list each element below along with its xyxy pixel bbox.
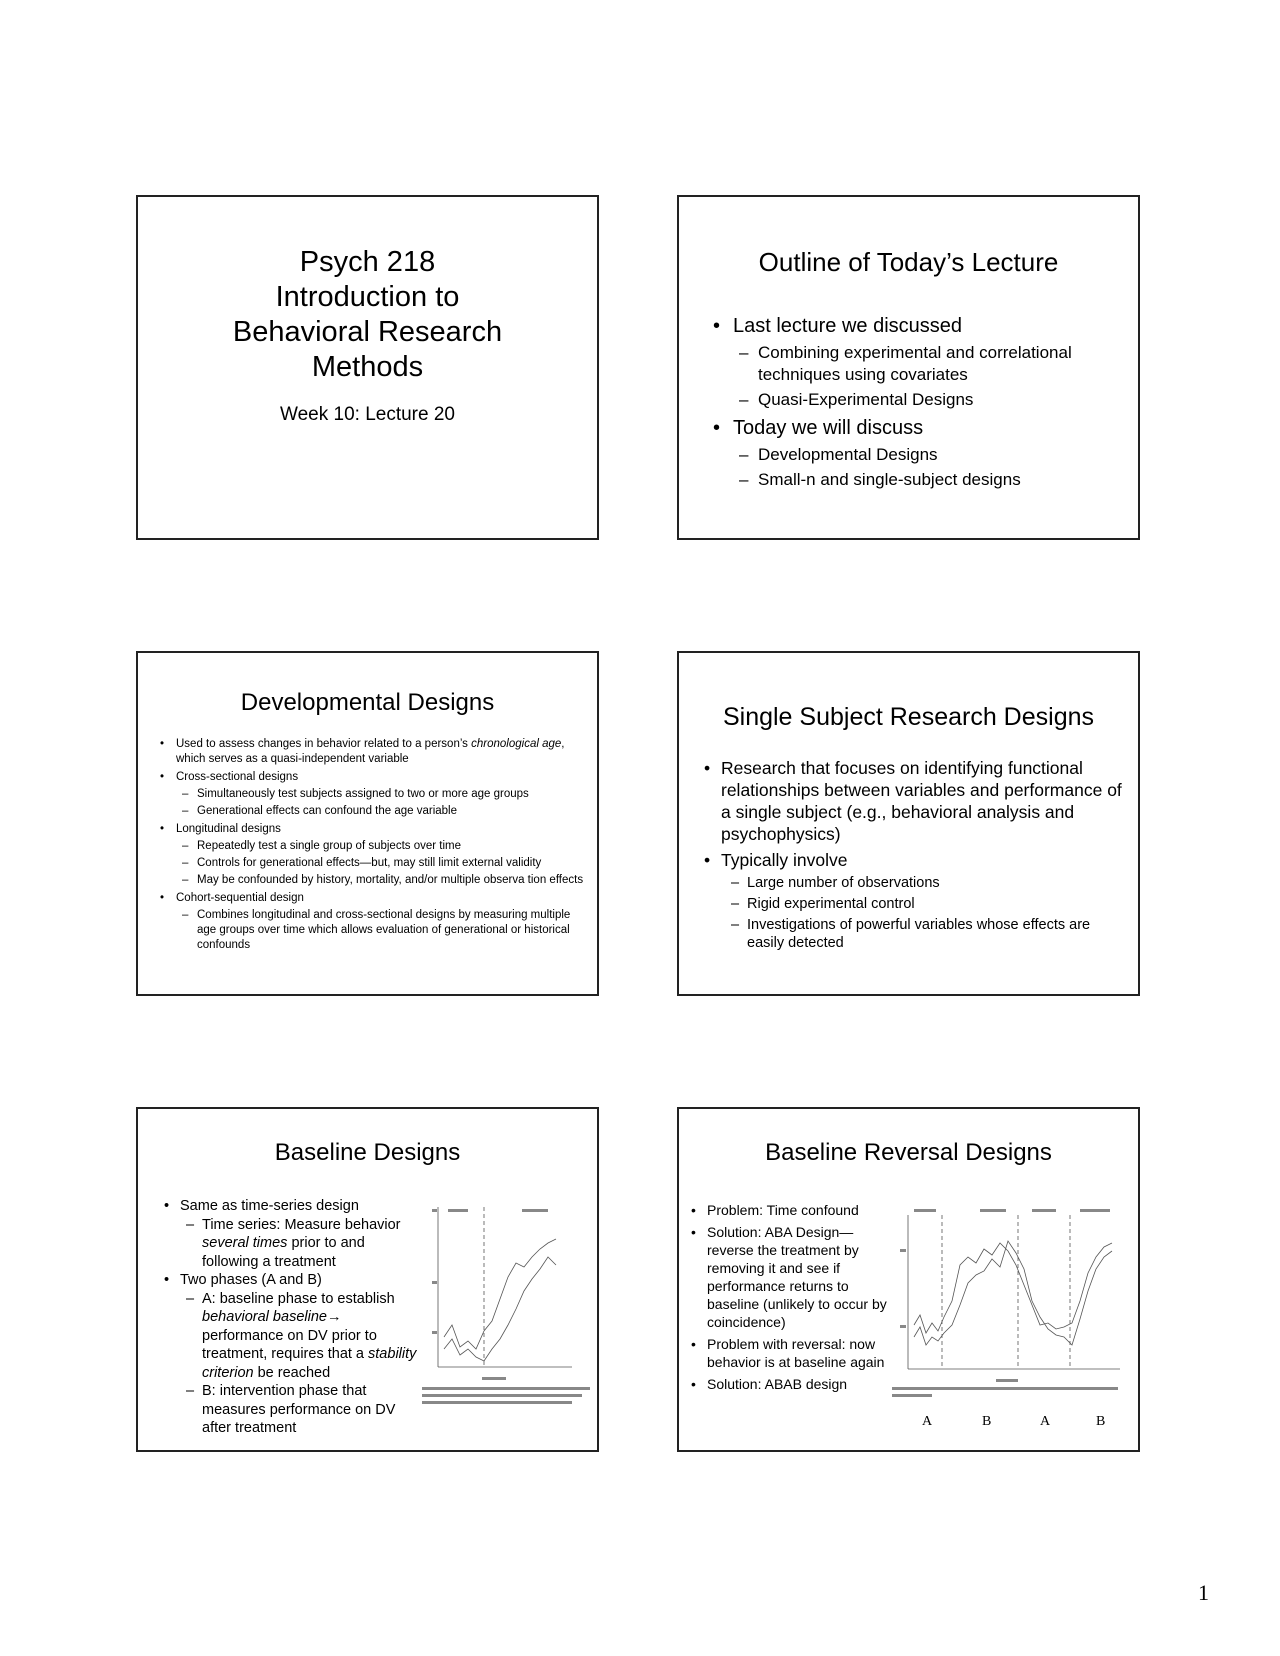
sub-bullet-item — [160, 1290, 418, 1383]
slide-baseline-designs — [136, 1107, 599, 1452]
bullet-list — [709, 309, 1118, 491]
bullet-list — [160, 1197, 418, 1438]
text-run: , which serves as a quasi-independent variable — [176, 738, 565, 765]
bullet-item: • Typically involve — [701, 849, 1122, 871]
sub-bullet-item: – Small-n and single-subject designs — [709, 469, 1118, 491]
sub-bullet-item: – Simultaneously test subjects assigned to two or more age groups — [158, 787, 591, 802]
slide-title: Outline of Today’s Lecture — [758, 247, 1059, 277]
sub-bullet-item: – Quasi-Experimental Designs — [709, 389, 1118, 411]
emphasis-text: behavioral baseline — [202, 1309, 327, 1325]
slide-title: Developmental Designs — [240, 689, 495, 716]
sub-bullet-item — [160, 1216, 418, 1272]
slide-single-subject — [677, 651, 1140, 996]
bullet-item: • Solution: ABA Design—reverse the treatment by removing it and see if performance returns to baseline (unlikely to occur by coincidence) — [689, 1223, 889, 1331]
text-run: Used to assess changes in behavior related to a person’s — [176, 738, 472, 750]
phase-label: A — [922, 1414, 933, 1429]
bullet-item: • Problem with reversal: now behavior is at baseline again — [689, 1335, 889, 1371]
title-line: Introduction to — [275, 281, 460, 313]
emphasis-text: several times — [202, 1235, 288, 1251]
slide-developmental-designs — [136, 651, 599, 996]
slide-outline — [677, 195, 1140, 540]
sub-bullet-item: – Combines longitudinal and cross-sectional designs by measuring multiple age groups over time which allows evaluation of generational or historical confounds — [158, 908, 591, 953]
bullet-list — [701, 753, 1122, 952]
bullet-item: • Cross-sectional designs — [158, 770, 591, 785]
slide-title: Baseline Reversal Designs — [765, 1139, 1052, 1166]
sub-bullet-item: – B: intervention phase that measures performance on DV after treatment — [160, 1382, 418, 1438]
bullet-list — [689, 1201, 889, 1397]
slide-title: Baseline Designs — [274, 1139, 461, 1166]
bullet-list — [158, 734, 591, 953]
bullet-item — [158, 737, 591, 767]
title-line: Behavioral Research — [232, 316, 503, 348]
sub-bullet-item: – Developmental Designs — [709, 444, 1118, 466]
lecture-subtitle: Week 10: Lecture 20 — [280, 404, 455, 425]
title-line: Methods — [311, 351, 424, 383]
text-run: performance on DV prior to treatment, requires that a — [202, 1327, 377, 1362]
sub-bullet-item: – Controls for generational effects—but, may still limit external validity — [158, 856, 591, 871]
baseline-graph-figure — [422, 1199, 594, 1414]
text-run: A: baseline phase to establish — [202, 1290, 395, 1307]
phase-label: B — [1096, 1414, 1106, 1429]
text-run: prior to and following a treatment — [202, 1235, 365, 1270]
bullet-item: • Last lecture we discussed — [709, 313, 1118, 339]
arrow-icon: → — [326, 1309, 342, 1325]
sub-bullet-item: – Investigations of powerful variables whose effects are easily detected — [701, 916, 1122, 952]
text-run: be reached — [253, 1364, 331, 1381]
text-run: Time series: Measure behavior — [202, 1216, 401, 1233]
course-title — [138, 245, 597, 385]
sub-bullet-item: – Rigid experimental control — [701, 895, 1122, 913]
bullet-item: • Solution: ABAB design — [689, 1375, 889, 1393]
title-line: Psych 218 — [299, 246, 436, 278]
bullet-item: • Longitudinal designs — [158, 822, 591, 837]
bullet-item: • Two phases (A and B) — [160, 1271, 418, 1290]
sub-bullet-item: – Repeatedly test a single group of subjects over time — [158, 839, 591, 854]
aba-graph-figure — [892, 1205, 1124, 1435]
slide-baseline-reversal — [677, 1107, 1140, 1452]
bullet-item: • Today we will discuss — [709, 415, 1118, 441]
emphasis-text: stability criterion — [202, 1346, 417, 1381]
sub-bullet-item: – Generational effects can confound the age variable — [158, 804, 591, 819]
bullet-item: • Cohort-sequential design — [158, 891, 591, 906]
phase-label: B — [982, 1414, 992, 1429]
bullet-item: • Research that focuses on identifying functional relationships between variables and performance of a single subject (e.g., behavioral analysis and psychophysics) — [701, 757, 1122, 845]
slide-title — [136, 195, 599, 540]
phase-label: A — [1040, 1414, 1051, 1429]
page-number: 1 — [1198, 1580, 1209, 1605]
sub-bullet-item: – Combining experimental and correlational techniques using covariates — [709, 342, 1118, 386]
emphasis-text: chronological age — [471, 738, 562, 750]
sub-bullet-item: – Large number of observations — [701, 874, 1122, 892]
bullet-item: • Same as time-series design — [160, 1197, 418, 1216]
slide-title: Single Subject Research Designs — [722, 703, 1095, 731]
sub-bullet-item: – May be confounded by history, mortality, and/or multiple observa tion effects — [158, 873, 591, 888]
bullet-item: • Problem: Time confound — [689, 1201, 889, 1219]
